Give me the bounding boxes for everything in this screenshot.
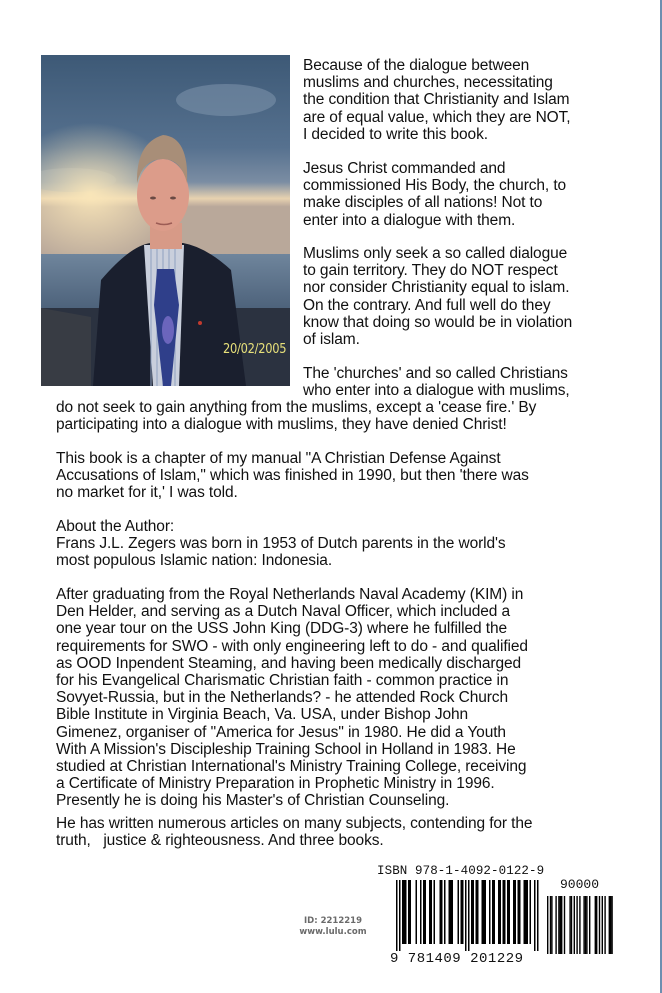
text-line: Frans J.L. Zegers was born in 1953 of Dutch parents in the world's	[56, 535, 506, 552]
barcode-bar	[498, 880, 500, 944]
about-author-heading	[56, 518, 646, 535]
barcode-bar	[482, 880, 484, 944]
barcode-bar	[492, 880, 494, 944]
barcode-bar	[611, 896, 612, 954]
barcode-bar	[444, 880, 446, 944]
barcode-bar	[434, 880, 436, 944]
barcode-bar	[440, 880, 442, 944]
author-writings-paragraph	[56, 815, 646, 849]
text-line: Jesus Christ commanded and	[303, 160, 506, 177]
barcode-bar	[547, 896, 548, 954]
author-photo	[41, 55, 290, 386]
barcode-bar	[537, 880, 539, 951]
text-line: With A Mission's Discipleship Training School in Holland in 1983. He	[56, 740, 516, 758]
barcode-bar	[586, 896, 587, 954]
text-line: one year tour on the USS John King (DDG-3) where he fulfilled the	[56, 620, 507, 638]
barcode-bar	[450, 880, 452, 944]
author-birth-paragraph	[56, 535, 646, 569]
text-line: participating into a dialogue with muslims, they have denied Christ!	[56, 416, 507, 434]
barcode-bar	[599, 896, 600, 954]
text-line: muslims and churches, necessitating	[303, 74, 553, 92]
publisher-id: ID: 2212219	[304, 916, 362, 926]
barcode-bar	[527, 880, 529, 944]
text-line: no market for it,' I was told.	[56, 484, 238, 502]
price-addon-digits: 90000	[560, 877, 600, 892]
barcode-bar	[449, 880, 451, 944]
text-line: Muslims only seek a so called dialogue	[303, 245, 568, 262]
dialogue-paragraph	[303, 245, 643, 348]
barcode-bar	[555, 896, 556, 954]
churches-paragraph-start	[303, 365, 643, 399]
text-line: for his Evangelical Charismatic Christian faith - common practice in	[56, 672, 509, 690]
barcode-bar	[579, 896, 580, 954]
barcode-bar	[560, 896, 561, 954]
text-line: enter into a dialogue with them.	[303, 211, 516, 229]
barcode-bar	[423, 880, 425, 944]
text-line: as OOD Inpendent Steaming, and having been medically discharged	[56, 654, 522, 672]
barcode-bar	[509, 880, 511, 944]
barcode-bar	[404, 880, 406, 944]
barcode-bar	[441, 880, 443, 944]
barcode-bar	[576, 896, 577, 954]
barcode-bar	[583, 896, 584, 954]
barcode-bar	[471, 880, 473, 944]
barcode-bar	[452, 880, 454, 944]
barcode-bar	[494, 880, 496, 944]
isbn-barcode	[396, 880, 542, 952]
barcode-bar	[519, 880, 521, 944]
barcode-bar	[595, 896, 596, 954]
text-line: requirements for SWO - with only engineering left to do - and qualified	[56, 637, 528, 655]
barcode-bar	[515, 880, 517, 944]
barcode-bar	[476, 880, 478, 944]
barcode-bar	[550, 896, 551, 954]
barcode-bar	[558, 896, 559, 954]
ean-digits: 9 781409 201229	[390, 951, 524, 967]
photo-date-stamp: 20/02/2005	[223, 342, 287, 357]
barcode-bar	[525, 880, 527, 944]
barcode-bar	[416, 880, 418, 944]
barcode-bar	[569, 896, 570, 954]
barcode-bar	[468, 880, 470, 951]
text-line: nor consider Christianity equal to islam.	[303, 279, 570, 297]
text-line: the condition that Christianity and Islam	[303, 91, 570, 109]
barcode-bar	[473, 880, 475, 944]
barcode-bar	[518, 880, 520, 944]
barcode-bar	[571, 896, 572, 954]
text-line: know that doing so would be in violation	[303, 313, 573, 331]
text-line: Gimenez, organiser of "America for Jesus" in 1980. He did a Youth	[56, 723, 506, 741]
barcode-bar	[534, 880, 536, 951]
text-line: This book is a chapter of my manual "A Christian Defense Against	[56, 450, 501, 467]
barcode-bar	[402, 880, 404, 944]
text-line: Bible Institute in Virginia Beach, Va. USA, under Bishop John	[56, 706, 469, 724]
text-line: commissioned His Body, the church, to	[303, 177, 567, 195]
isbn-label: ISBN 978-1-4092-0122-9	[377, 864, 545, 878]
text-line: After graduating from the Royal Netherlands Naval Academy (KIM) in	[56, 586, 524, 603]
barcode-bar	[507, 880, 509, 944]
text-line: do not seek to gain anything from the muslims, except a 'cease fire.' By	[56, 399, 537, 416]
barcode-bar	[408, 880, 410, 944]
barcode-bar	[420, 880, 422, 944]
barcode-bar	[425, 880, 427, 944]
barcode-bar	[483, 880, 485, 944]
barcode-bar	[604, 896, 605, 954]
text-line: He has written numerous articles on many subjects, contending for the	[56, 815, 533, 832]
barcode-bar	[465, 880, 467, 951]
barcode-bar	[561, 896, 562, 954]
barcode-bar	[477, 880, 479, 944]
barcode-bar	[564, 896, 565, 954]
text-line: most populous Islamic nation: Indonesia.	[56, 552, 333, 570]
text-line: Den Helder, and serving as a Dutch Naval Officer, which included a	[56, 603, 511, 621]
barcode-bar	[458, 880, 460, 944]
text-line: About the Author:	[56, 518, 175, 535]
barcode-bar	[585, 896, 586, 954]
barcode-bar	[524, 880, 526, 944]
churches-paragraph-end	[56, 399, 646, 433]
intro-paragraph	[303, 57, 643, 143]
barcode-bar	[602, 896, 603, 954]
text-line: Because of the dialogue between	[303, 57, 530, 74]
book-origin-paragraph	[56, 450, 646, 502]
barcode-bar	[462, 880, 464, 944]
barcode-bar	[410, 880, 412, 944]
text-line: Accusations of Islam," which was finished in 1990, but then 'there was	[56, 467, 529, 485]
price-addon-barcode	[547, 896, 615, 958]
text-line: The 'churches' and so called Christians	[303, 365, 568, 382]
barcode-bar	[504, 880, 506, 944]
text-line: to gain territory. They do NOT respect	[303, 262, 558, 280]
text-line: I decided to write this book.	[303, 125, 488, 143]
author-photo-image	[41, 55, 290, 386]
text-line: Presently he is doing his Master's of Christian Counseling.	[56, 792, 450, 810]
publisher-info	[288, 916, 378, 938]
barcode-bar	[530, 880, 532, 944]
barcode-bar	[500, 880, 502, 944]
author-career-paragraph	[56, 586, 646, 810]
text-line: who enter into a dialogue with muslims,	[303, 382, 570, 400]
text-line: truth, justice & righteousness. And three books.	[56, 832, 384, 850]
barcode-bar	[503, 880, 505, 944]
text-line: Sovyet-Russia, but in the Netherlands? - he attended Rock Church	[56, 689, 508, 707]
text-line: a Certificate of Ministry Preparation in Prophetic Ministry in 1996.	[56, 775, 495, 793]
barcode-bar	[513, 880, 515, 944]
barcode-bar	[574, 896, 575, 954]
barcode-bar	[589, 896, 590, 954]
text-line: studied at Christian International's Ministry Training College, receiving	[56, 758, 527, 776]
barcode-bar	[405, 880, 407, 944]
barcode-bar	[609, 896, 610, 954]
barcode-bar	[489, 880, 491, 944]
barcode-bar	[396, 880, 398, 951]
barcode-bar	[485, 880, 487, 944]
commission-paragraph	[303, 160, 643, 229]
barcode-bar	[461, 880, 463, 944]
barcode-bar	[429, 880, 431, 944]
text-line: are of equal value, which they are NOT,	[303, 108, 571, 126]
text-line: make disciples of all nations! Not to	[303, 194, 543, 212]
text-line: of islam.	[303, 331, 360, 349]
text-line: On the contrary. And full well do they	[303, 296, 551, 314]
barcode-bar	[399, 880, 401, 951]
barcode-bar	[431, 880, 433, 944]
barcode-bar	[610, 896, 611, 954]
barcode-bar	[596, 896, 597, 954]
publisher-website: www.lulu.com	[299, 927, 367, 937]
barcode-bar	[551, 896, 552, 954]
